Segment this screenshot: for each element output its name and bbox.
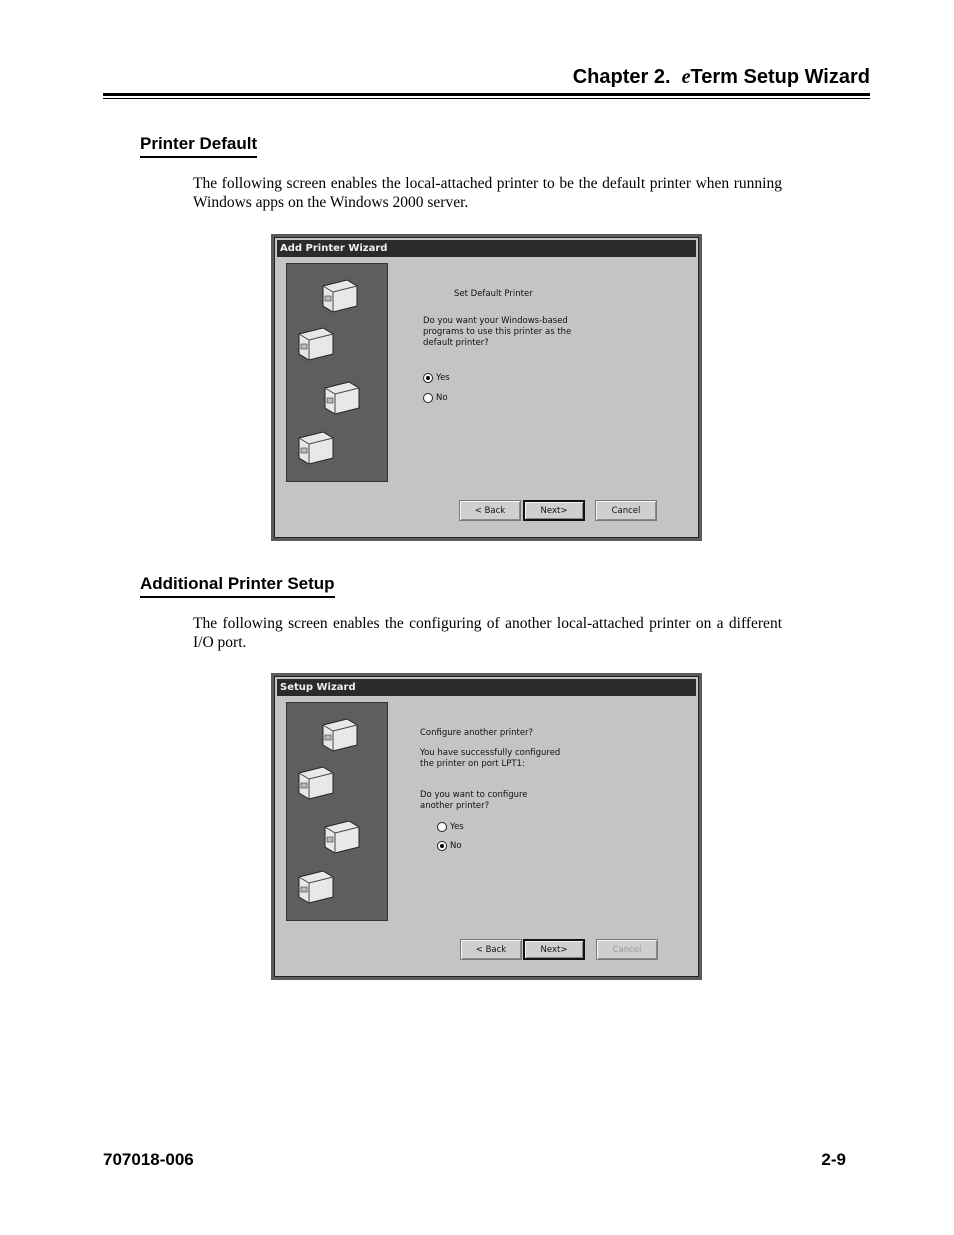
dialog-heading: Configure another printer? bbox=[420, 728, 534, 738]
radio-yes-label: Yes bbox=[436, 373, 450, 383]
radio-selected-icon bbox=[437, 841, 447, 851]
cancel-button: Cancel bbox=[596, 939, 658, 960]
chapter-prefix: Chapter 2. bbox=[572, 66, 682, 88]
printer-icon bbox=[317, 276, 361, 316]
back-button[interactable]: < Back bbox=[460, 939, 522, 960]
chapter-header bbox=[573, 66, 870, 89]
radio-unselected-icon bbox=[437, 822, 447, 832]
cancel-button[interactable]: Cancel bbox=[595, 500, 657, 521]
wizard-side-panel bbox=[286, 263, 388, 482]
back-button[interactable]: < Back bbox=[459, 500, 521, 521]
header-rule bbox=[103, 93, 870, 96]
printer-icon bbox=[317, 715, 361, 755]
printer-icon bbox=[319, 378, 363, 418]
printer-icon bbox=[293, 763, 337, 803]
next-button[interactable]: Next> bbox=[523, 500, 585, 521]
dialog-title: Setup Wizard bbox=[277, 679, 696, 696]
radio-yes-label: Yes bbox=[450, 822, 464, 832]
section2-paragraph: The following screen enables the configuring of another local-attached printer on a different I/O port. bbox=[193, 615, 782, 651]
printer-icon bbox=[293, 867, 337, 907]
printer-icon bbox=[293, 428, 337, 468]
header-rule-thin bbox=[103, 98, 870, 99]
printer-icon bbox=[293, 324, 337, 364]
next-button[interactable]: Next> bbox=[523, 939, 585, 960]
dialog-question: Do you want to configure another printer? bbox=[420, 790, 528, 811]
doc-number: 707018-006 bbox=[103, 1150, 194, 1169]
section-title-printer-default: Printer Default bbox=[140, 134, 257, 158]
section-title-additional-printer-setup: Additional Printer Setup bbox=[140, 574, 335, 598]
setup-wizard-dialog bbox=[271, 673, 702, 980]
radio-selected-icon bbox=[423, 373, 433, 383]
section1-paragraph: The following screen enables the local-attached printer to be the default printer when running Windows apps on the Windows 2000 server. bbox=[193, 175, 782, 211]
radio-unselected-icon bbox=[423, 393, 433, 403]
radio-yes[interactable] bbox=[437, 822, 464, 832]
page-number: 2-9 bbox=[821, 1150, 846, 1169]
wizard-side-panel bbox=[286, 702, 388, 921]
radio-no[interactable] bbox=[423, 393, 448, 403]
radio-no-label: No bbox=[450, 841, 462, 851]
radio-yes[interactable] bbox=[423, 373, 450, 383]
radio-no-label: No bbox=[436, 393, 448, 403]
chapter-title: Term Setup Wizard bbox=[690, 66, 870, 88]
dialog-question: Do you want your Windows-based programs to use this printer as the default printer? bbox=[423, 316, 572, 348]
dialog-info: You have successfully configured the printer on port LPT1: bbox=[420, 748, 561, 769]
chapter-e: e bbox=[681, 66, 691, 88]
dialog-heading: Set Default Printer bbox=[454, 289, 533, 299]
printer-icon bbox=[319, 817, 363, 857]
dialog-title: Add Printer Wizard bbox=[277, 240, 696, 257]
add-printer-wizard-dialog bbox=[271, 234, 702, 541]
radio-no[interactable] bbox=[437, 841, 462, 851]
